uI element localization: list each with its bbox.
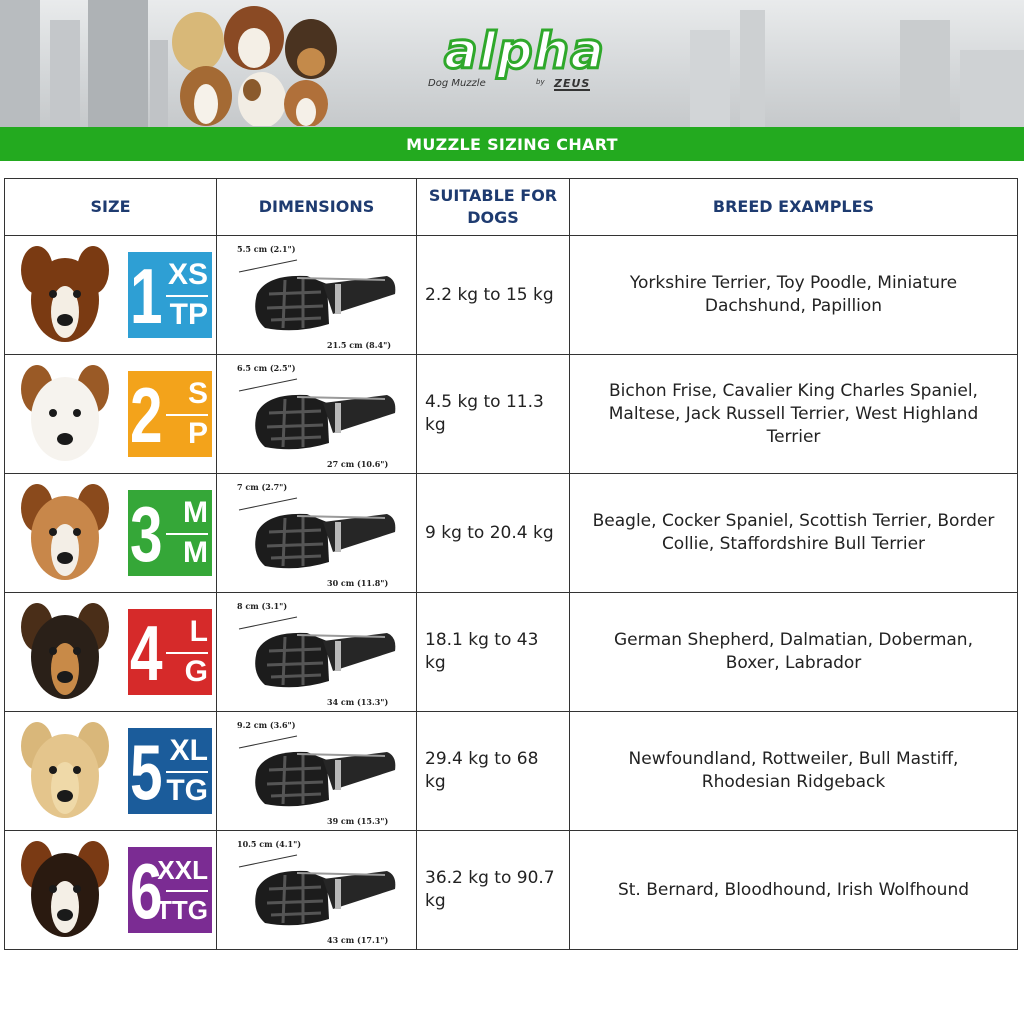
weight-range-line2: kg [425,891,446,911]
weight-cell [417,831,570,950]
beagle-face-photo [15,480,115,586]
breeds-line2: Rhodesian Ridgeback [701,772,886,792]
muzzle-photo [237,849,407,935]
header-size: SIZE [5,179,217,236]
table-row [5,236,1018,355]
muzzle-photo [237,730,407,816]
breeds-line1: Newfoundland, Rottweiler, Bull Mastiff, [628,749,959,769]
size-cell [5,474,217,593]
size-badge [128,371,212,457]
dimensions-cell [217,712,417,831]
dimensions-cell [217,236,417,355]
jack-russell-face-photo [15,361,115,467]
dimension-length: 39 cm (15.3") [327,816,389,826]
weight-cell [417,355,570,474]
weight-cell [417,712,570,831]
dimensions-cell [217,831,417,950]
breeds-line2: Dachshund, Papillion [704,296,883,316]
weight-range-line2: kg [425,772,446,792]
dimensions-cell [217,355,417,474]
chart-title: MUZZLE SIZING CHART [406,134,618,154]
dimension-height: 9.2 cm (3.6") [237,720,296,730]
size-code-primary: S [187,377,208,410]
size-number: 4 [130,609,163,697]
header-breeds: BREED EXAMPLES [570,179,1018,236]
breeds-cell [570,712,1018,831]
size-number: 1 [130,252,163,340]
header-banner [0,0,1024,127]
papillon-face-photo [15,242,115,348]
dimension-length: 34 cm (13.3") [327,697,389,707]
size-cell [5,355,217,474]
size-cell [5,236,217,355]
golden-retriever-face-photo [15,718,115,824]
weight-range-line1: 4.5 kg to 11.3 [425,392,544,412]
muzzle-photo [237,254,407,340]
muzzle-photo [237,492,407,578]
breeds-line1: Bichon Frise, Cavalier King Charles Spaniel, [609,380,978,401]
breeds-line1: German Shepherd, Dalmatian, Doberman, [613,630,973,650]
weight-range-line1: 18.1 kg to 43 [425,630,539,650]
size-code-primary: XXL [157,855,208,885]
logo-by: by [536,78,545,86]
size-badge [128,728,212,814]
sizing-table [4,178,1018,950]
dimension-length: 43 cm (17.1") [327,935,389,945]
dimensions-cell [217,474,417,593]
size-code-secondary: TTG [156,895,208,925]
size-number: 6 [130,847,163,935]
dimension-height: 10.5 cm (4.1") [237,839,302,849]
header-dimensions: DIMENSIONS [217,179,417,236]
header-suitable-line1: SUITABLE FOR [428,186,558,205]
title-bar [0,127,1024,161]
size-code-primary: XL [169,734,208,767]
size-code-primary: L [189,615,208,648]
weight-cell [417,593,570,712]
table-row [5,474,1018,593]
size-code-primary: M [183,496,208,529]
size-cell [5,712,217,831]
size-code-secondary: G [184,655,208,688]
weight-range-line2: kg [425,415,446,435]
table-row [5,355,1018,474]
size-number: 3 [130,490,163,578]
logo-brand: ZEUS [554,77,591,90]
breeds-cell [570,355,1018,474]
logo-subtitle: Dog Muzzle [428,78,486,89]
dimension-length: 21.5 cm (8.4") [327,340,392,350]
dimension-height: 8 cm (3.1") [237,601,288,611]
size-code-secondary: TP [169,298,208,331]
german-shepherd-face-photo [15,599,115,705]
size-badge [128,847,212,933]
weight-cell [417,236,570,355]
breeds-line1: St. Bernard, Bloodhound, Irish Wolfhound [617,879,970,900]
breeds-cell [570,236,1018,355]
dimension-length: 30 cm (11.8") [327,578,389,588]
logo-wordmark: alpha [444,22,606,80]
header-suitable [417,179,570,236]
weight-range-line1: 29.4 kg to 68 [425,749,539,769]
size-badge [128,609,212,695]
muzzle-photo [237,611,407,697]
dog-group-photo [166,4,346,126]
breeds-line2: Collie, Staffordshire Bull Terrier [661,534,926,554]
table-row [5,712,1018,831]
dimensions-cell [217,593,417,712]
dimension-height: 7 cm (2.7") [237,482,288,492]
table-header-row [5,179,1018,236]
weight-range-line1: 9 kg to 20.4 kg [425,522,554,543]
size-badge [128,490,212,576]
alpha-logo [428,22,628,100]
size-number: 2 [130,371,163,459]
size-code-secondary: TG [166,774,208,807]
size-number: 5 [130,728,163,816]
size-cell [5,593,217,712]
size-code-secondary: M [183,536,208,569]
weight-range-line1: 36.2 kg to 90.7 [425,868,555,888]
dimension-length: 27 cm (10.6") [327,459,389,469]
size-code-secondary: P [187,417,208,450]
table-row [5,593,1018,712]
breeds-line2: Maltese, Jack Russell Terrier, West Highland [608,403,979,424]
st-bernard-face-photo [15,837,115,943]
dimension-height: 5.5 cm (2.1") [237,244,296,254]
muzzle-photo [237,373,407,459]
weight-range-line2: kg [425,653,446,673]
header-suitable-line2: DOGS [467,208,519,227]
dimension-height: 6.5 cm (2.5") [237,363,296,373]
breeds-line1: Yorkshire Terrier, Toy Poodle, Miniature [629,273,958,293]
size-badge [128,252,212,338]
weight-range-line1: 2.2 kg to 15 kg [425,284,554,305]
size-cell [5,831,217,950]
breeds-cell [570,593,1018,712]
breeds-cell [570,474,1018,593]
breeds-cell [570,831,1018,950]
breeds-line3: Terrier [766,426,821,447]
breeds-line1: Beagle, Cocker Spaniel, Scottish Terrier, Border [592,511,995,531]
breeds-line2: Boxer, Labrador [725,653,862,673]
weight-cell [417,474,570,593]
table-row [5,831,1018,950]
size-code-primary: XS [167,258,208,291]
